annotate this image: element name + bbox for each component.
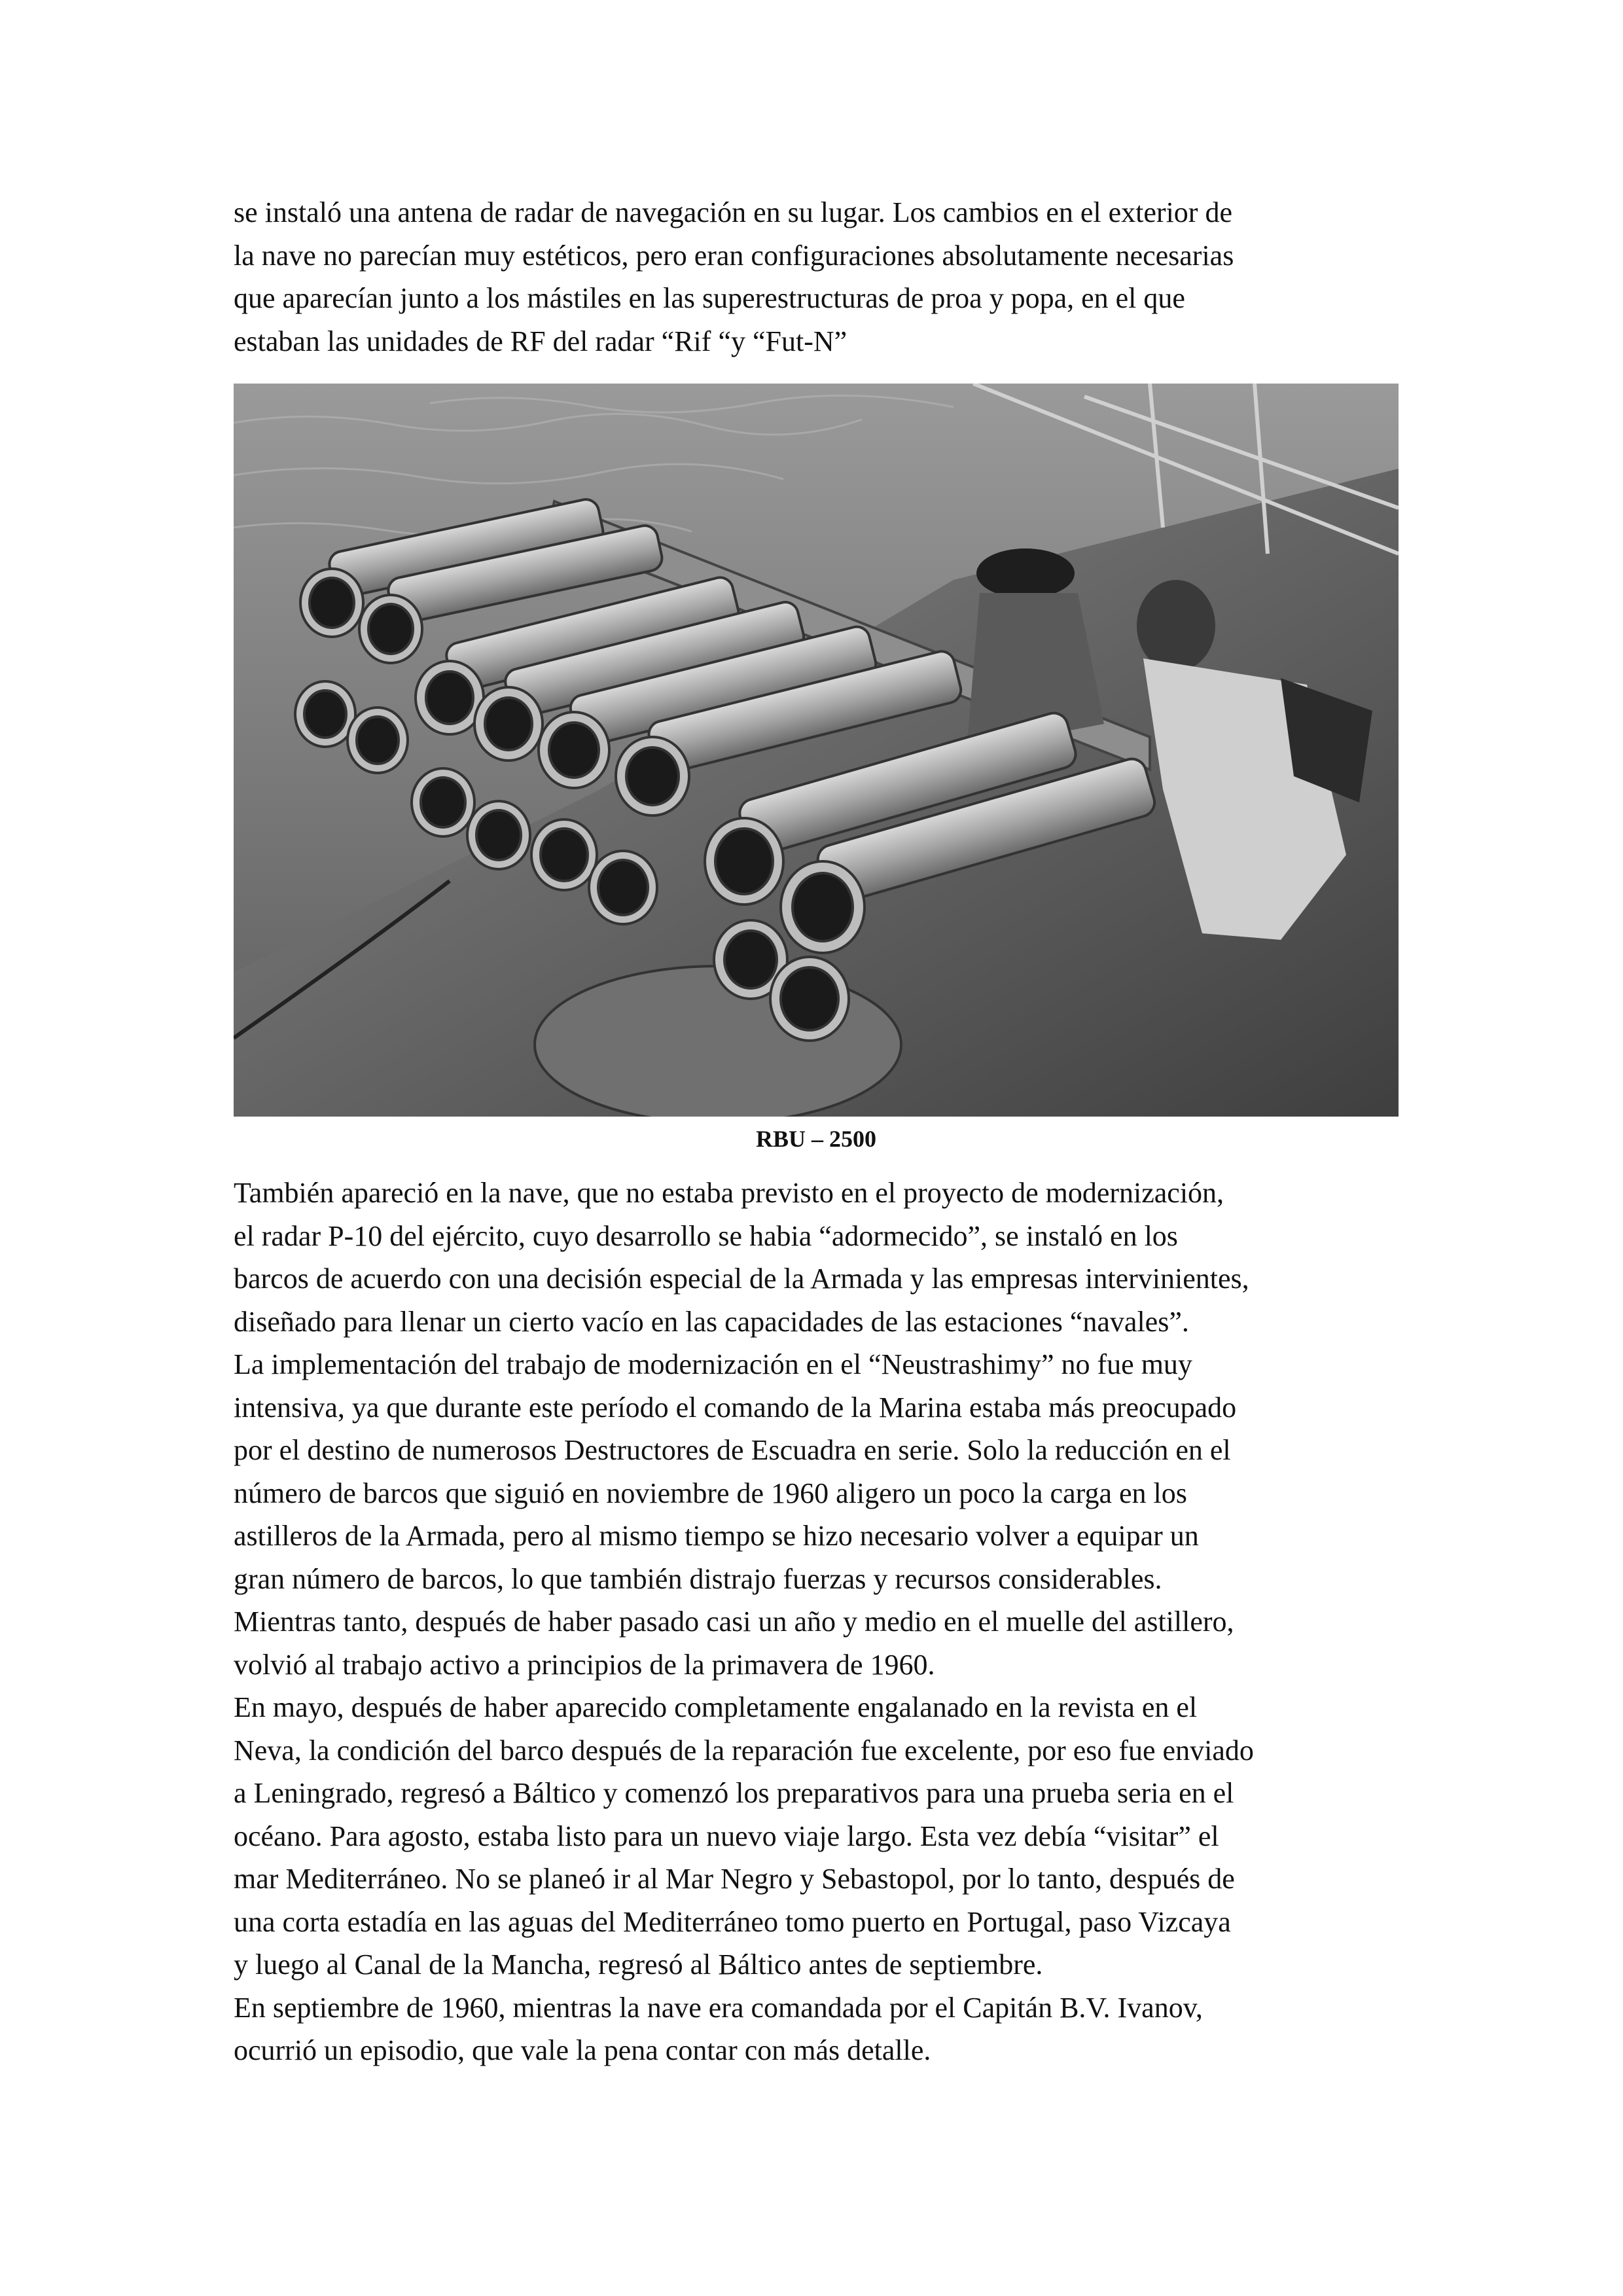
body-line: a Leningrado, regresó a Báltico y comenzó los preparativos para una prueba seria en el xyxy=(234,1777,1234,1809)
intro-paragraph xyxy=(234,191,1405,363)
body-line: ocurrió un episodio, que vale la pena contar con más detalle. xyxy=(234,2034,931,2066)
body-line: gran número de barcos, lo que también distrajo fuerzas y recursos considerables. xyxy=(234,1562,1162,1595)
body-line: En septiembre de 1960, mientras la nave era comandada por el Capitán B.V. Ivanov, xyxy=(234,1991,1203,2024)
rbu-2500-photo xyxy=(234,384,1399,1117)
body-line: por el destino de numerosos Destructores de Escuadra en serie. Solo la reducción en el xyxy=(234,1434,1231,1466)
body-line: diseñado para llenar un cierto vacío en las capacidades de las estaciones “navales”. xyxy=(234,1305,1189,1338)
body-paragraphs xyxy=(234,1172,1405,2072)
intro-line: estaban las unidades de RF del radar “Rif “y “Fut-N” xyxy=(234,325,847,357)
body-line: barcos de acuerdo con una decisión especial de la Armada y las empresas intervinientes, xyxy=(234,1263,1249,1295)
body-line: y luego al Canal de la Mancha, regresó al Báltico antes de septiembre. xyxy=(234,1948,1043,1981)
photo-caption: RBU – 2500 xyxy=(755,1126,876,1152)
body-line: intensiva, ya que durante este período el comando de la Marina estaba más preocupado xyxy=(234,1391,1237,1424)
body-line: Neva, la condición del barco después de la reparación fue excelente, por eso fue enviado xyxy=(234,1734,1254,1767)
intro-line: se instaló una antena de radar de navegación en su lugar. Los cambios en el exterior de xyxy=(234,196,1232,228)
body-line: océano. Para agosto, estaba listo para un nuevo viaje largo. Esta vez debía “visitar” el xyxy=(234,1820,1219,1852)
body-line: También apareció en la nave, que no estaba previsto en el proyecto de modernización, xyxy=(234,1177,1224,1209)
body-line: volvió al trabajo activo a principios de la primavera de 1960. xyxy=(234,1648,935,1681)
body-line: mar Mediterráneo. No se planeó ir al Mar Negro y Sebastopol, por lo tanto, después de xyxy=(234,1863,1235,1895)
body-line: número de barcos que siguió en noviembre de 1960 aligero un poco la carga en los xyxy=(234,1477,1187,1509)
body-line: Mientras tanto, después de haber pasado casi un año y medio en el muelle del astillero, xyxy=(234,1605,1234,1638)
body-line: una corta estadía en las aguas del Mediterráneo tomo puerto en Portugal, paso Vizcaya xyxy=(234,1905,1231,1938)
body-line: En mayo, después de haber aparecido completamente engalanado en la revista en el xyxy=(234,1691,1198,1723)
body-line: astilleros de la Armada, pero al mismo tiempo se hizo necesario volver a equipar un xyxy=(234,1520,1199,1552)
intro-line: la nave no parecían muy estéticos, pero eran configuraciones absolutamente necesarias xyxy=(234,239,1234,272)
body-line: el radar P-10 del ejército, cuyo desarrollo se habia “adormecido”, se instaló en los xyxy=(234,1219,1178,1252)
body-line: La implementación del trabajo de modernización en el “Neustrashimy” no fue muy xyxy=(234,1348,1192,1380)
intro-line: que aparecían junto a los mástiles en las superestructuras de proa y popa, en el que xyxy=(234,282,1185,314)
